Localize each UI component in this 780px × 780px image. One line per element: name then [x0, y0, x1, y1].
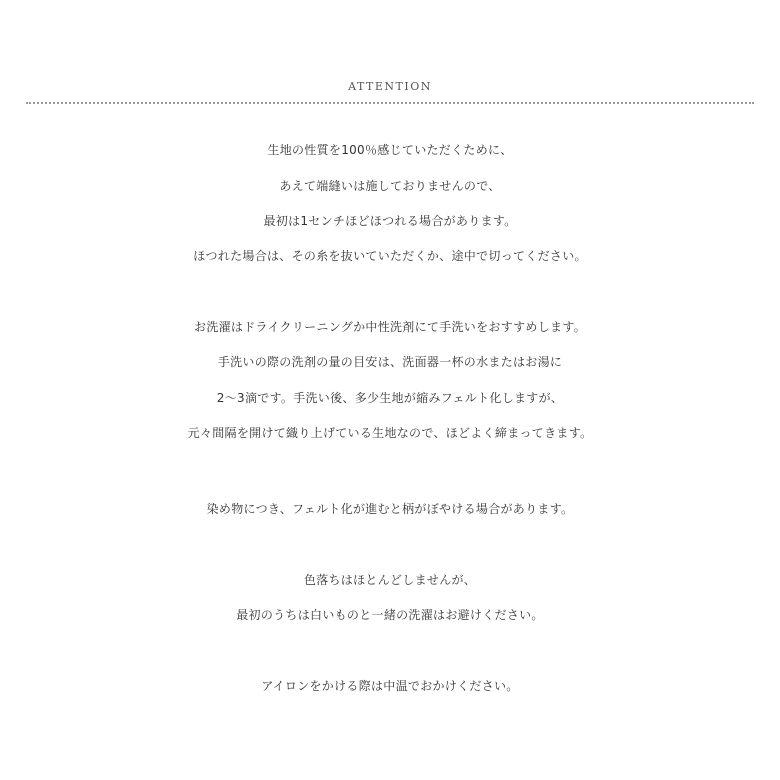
text-line: 最初は1センチほどほつれる場合があります。: [263, 214, 517, 228]
text-line: 色落ちはほとんどしませんが、: [303, 573, 477, 587]
text-line: お洗濯はドライクリーニングか中性洗剤にて手洗いをおすすめします。: [194, 320, 586, 334]
text-line: 染め物につき、フェルト化が進むと柄がぼやける場合があります。: [206, 502, 574, 516]
text-line: 最初のうちは白いものと一緒の洗濯はお避けください。: [236, 608, 544, 622]
text-line: 手洗いの際の洗剤の量の目安は、洗面器一杯の水またはお湯に: [217, 355, 563, 369]
text-line: ほつれた場合は、その糸を抜いていただくか、途中で切ってください。: [193, 249, 587, 263]
text-line: アイロンをかける際は中温でおかけください。: [261, 679, 519, 693]
text-line: 生地の性質を100％感じていただくために、: [267, 143, 513, 157]
text-line: 元々間隔を開けて織り上げている生地なので、ほどよく締まってきます。: [187, 426, 593, 440]
dotted-divider: [26, 102, 754, 104]
attention-heading: ATTENTION: [348, 80, 432, 93]
text-line: 2〜3滴です。手洗い後、多少生地が縮みフェルト化しますが、: [216, 391, 564, 405]
text-line: あえて端縫いは施しておりませんので、: [279, 179, 501, 193]
